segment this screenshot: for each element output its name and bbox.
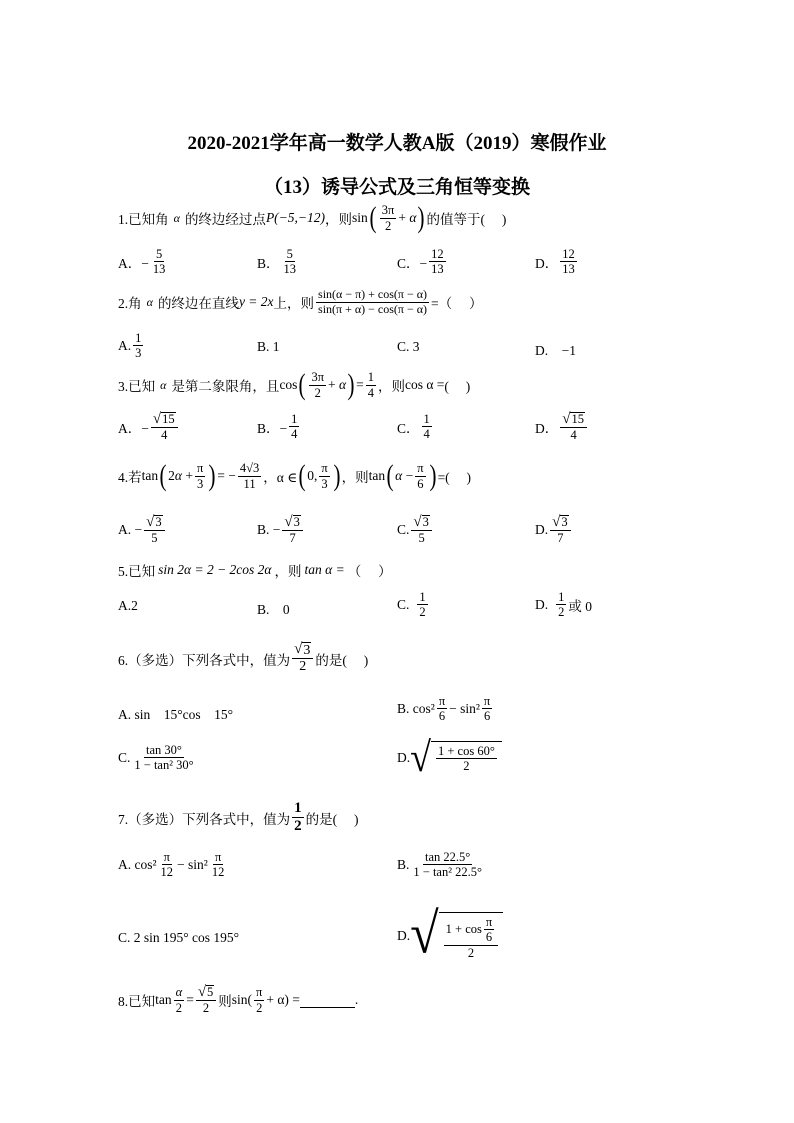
question-1: 1.已知角 α 的终边经过点 P(−5,−12) ，则 sin ( $\frac{3\pi}{2}$ + α ) 的值等于( ): [118, 201, 507, 234]
q6-option-d[interactable]: D. √ $\frac{1 + \cos 60^\circ}{2}$: [397, 741, 502, 775]
q3-option-a[interactable]: A．− √ 15 4: [118, 412, 180, 442]
q6-option-c[interactable]: C. $\frac{\tan 30^\circ}{\text{1 − tan² 30°}}$: [118, 743, 194, 773]
q1-option-c[interactable]: C．− $\frac{12}{13}$: [397, 247, 444, 277]
q4-option-c[interactable]: C. √ 3 5: [397, 515, 434, 545]
q1-point: P(−5,−12): [265, 210, 326, 225]
q7-option-b[interactable]: B. $\frac{\tan 22.5^\circ}{\text{1 − tan² 22.5°}}$: [397, 850, 482, 880]
q4-option-a[interactable]: A. − √ 3 5: [118, 515, 167, 545]
q1-prefix: 1.已知角: [118, 212, 169, 227]
q5-option-b[interactable]: B. 0: [257, 602, 290, 617]
q5-option-d[interactable]: D. $\frac{1}{2}$ 或 0: [535, 590, 592, 620]
question-2: 2.角 α 的终边在直线 y = 2x 上，则 $\frac{\sin(\alpha - \pi) + \cos(\pi - \alpha)}{\sin(\pi + \alpha) - \cos(\pi - \alpha)}$ =（ ）: [118, 287, 483, 316]
q1-option-d[interactable]: D． $\frac{12}{13}$: [535, 247, 575, 277]
q5-option-c[interactable]: C. $\frac{1}{2}$: [397, 590, 426, 620]
q7-option-d[interactable]: D. √ 1 + cos $\frac{\pi}{6}$ 2: [397, 912, 503, 960]
q1-option-a[interactable]: A．− $\frac{5}{13}$: [118, 247, 166, 277]
question-6: 6.（多选）下列各式中，值为 √ 3 2 的是( ): [118, 641, 369, 675]
q6-option-b[interactable]: B. cos² $\frac{\pi}{6}$ − sin² $\frac{\pi}{6}$: [397, 694, 491, 724]
question-3: 3.已知 α 是第二象限角，且 cos ( $\frac{3\pi}{2}$ + α ) = $\frac{1}{4}$ ，则 cos α = ( ): [118, 368, 471, 401]
q6-option-a[interactable]: A. sin 15°cos 15°: [118, 707, 234, 722]
q5-option-a[interactable]: A.2: [118, 598, 138, 613]
q4-option-b[interactable]: B. − √ 3 7: [257, 515, 305, 545]
answer-blank[interactable]: [300, 993, 355, 1008]
q2-option-c[interactable]: C. 3: [397, 339, 420, 354]
title-line-1: 2020-2021学年高一数学人教A版（2019）寒假作业: [187, 133, 607, 154]
q1-option-b[interactable]: B． $\frac{5}{13}$: [257, 247, 297, 277]
question-7: 7.（多选）下列各式中，值为 $\frac{1}{2}$ 的是( ): [118, 800, 359, 835]
q3-option-d[interactable]: D． √ 15 4: [535, 412, 589, 442]
q3-option-b[interactable]: B．− $\frac{1}{4}$: [257, 412, 298, 442]
q1-mid: 的终边经过点: [184, 212, 266, 227]
q7-option-a[interactable]: A. cos² $\frac{\pi}{12}$ − sin² $\frac{\pi}{12}$: [118, 850, 225, 880]
q2-option-b[interactable]: B. 1: [257, 339, 280, 354]
q1-mid2: ，则: [325, 212, 353, 227]
q7-option-c[interactable]: C. 2 sin 195° cos 195°: [118, 930, 240, 945]
question-5: 5.已知 sin 2α = 2 − 2cos 2α ，则 tan α = （ ）: [118, 562, 392, 579]
title-line-2: （13）诱导公式及三角恒等变换: [263, 177, 530, 198]
question-4: 4.若 tan ( 2α + $\frac{\pi}{3}$ ) = − $\frac{4√3}{11}$ ，α ∈ ( 0, $\frac{\pi}{3}$ ) ，则 tan ( α − $\frac{\pi}{6}$ ) =( ): [118, 459, 472, 492]
q2-option-d[interactable]: D. −1: [535, 343, 576, 358]
question-8: 8.已知 tan $\frac{\alpha}{2}$ = √ 5 2 则 sin( $\frac{\pi}{2}$ + α) = .: [118, 984, 359, 1015]
q4-option-d[interactable]: D. √ 3 7: [535, 515, 573, 545]
q1-suffix: 的值等于( ): [426, 212, 507, 227]
q2-option-a[interactable]: A. $\frac{1}{3}$: [118, 331, 142, 361]
q3-option-c[interactable]: C． $\frac{1}{4}$: [397, 412, 430, 442]
